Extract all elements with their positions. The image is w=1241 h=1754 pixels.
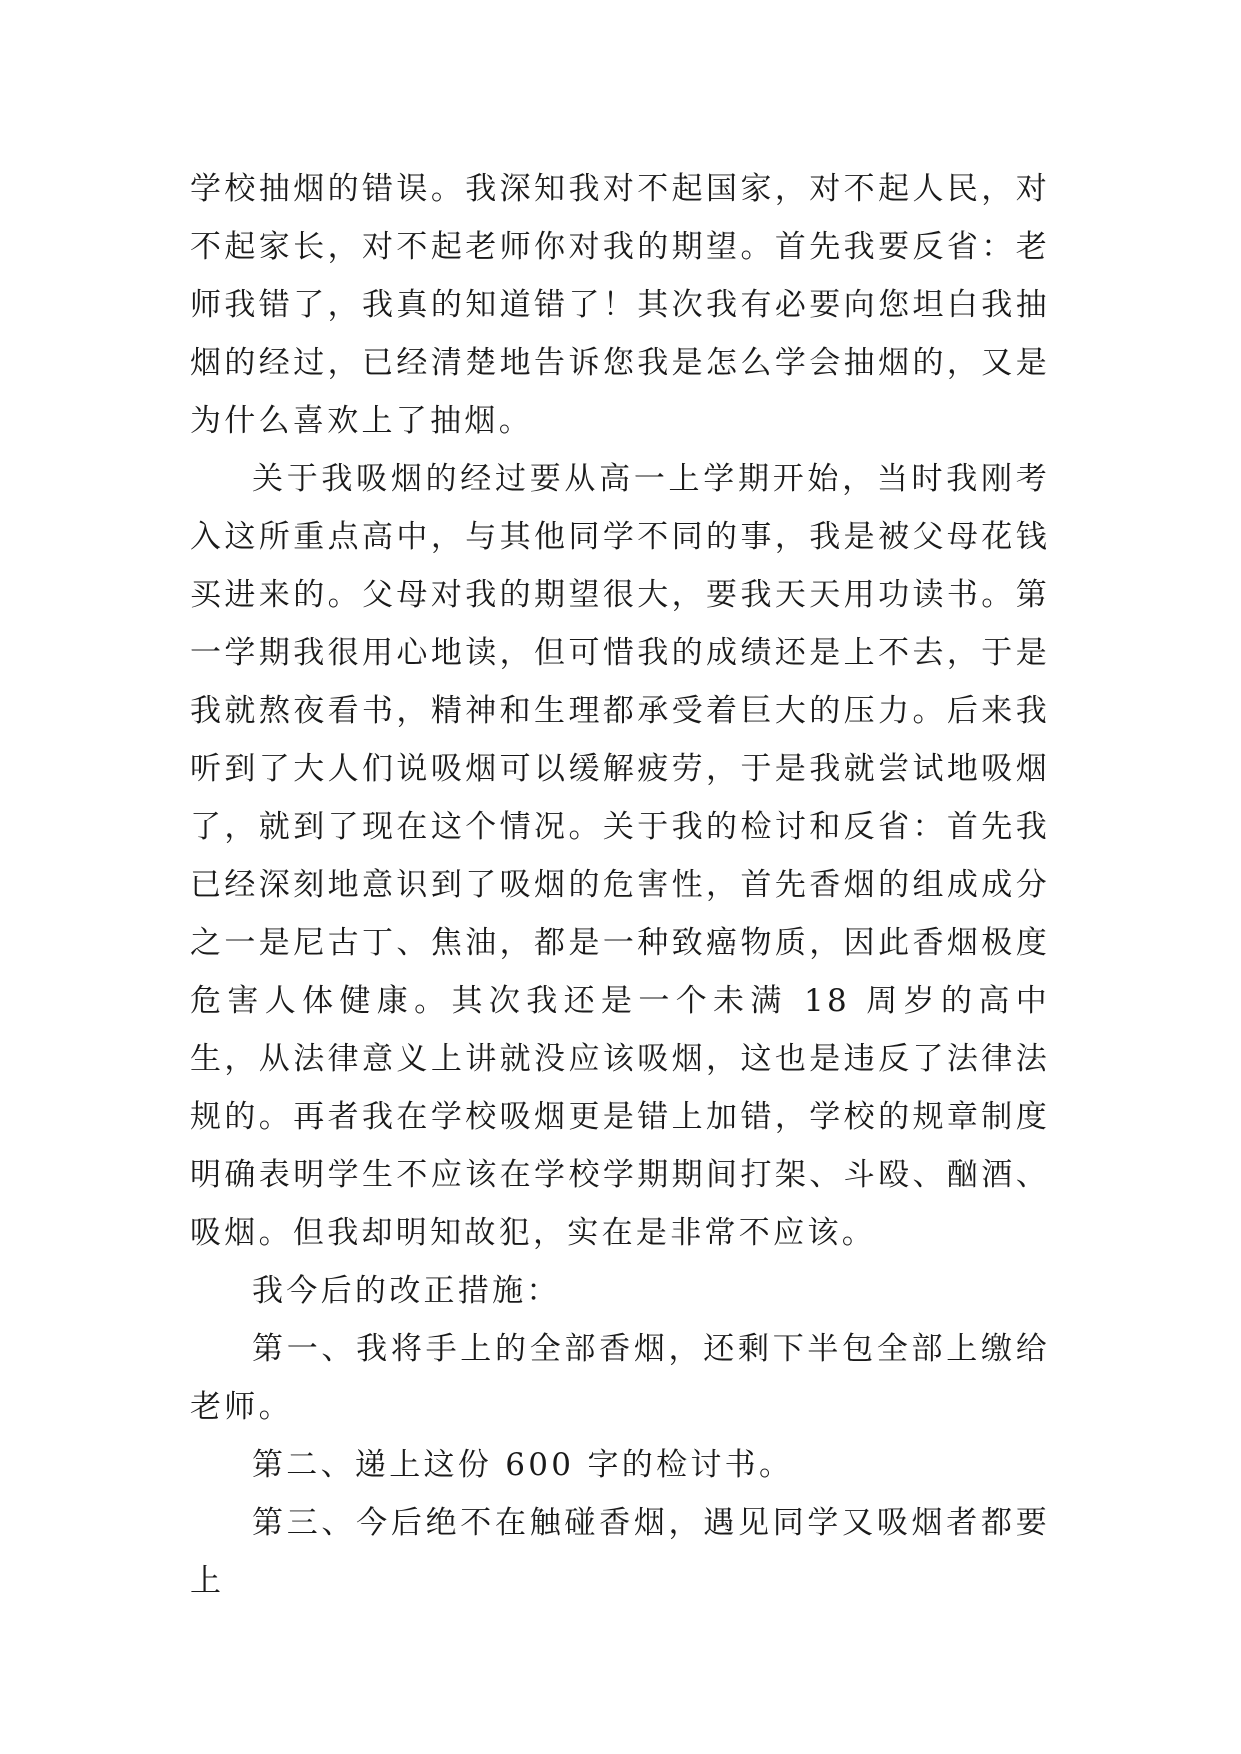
- paragraph-2: 关于我吸烟的经过要从高一上学期开始，当时我刚考入这所重点高中，与其他同学不同的事，我是被父母花钱买进来的。父母对我的期望很大，要我天天用功读书。第一学期我很用心地读，但可惜我的成绩还是上不去，于是我就熬夜看书，精神和生理都承受着巨大的压力。后来我听到了大人们说吸烟可以缓解疲劳，于是我就尝试地吸烟了，就到了现在这个情况。关于我的检讨和反省：首先我已经深刻地意识到了吸烟的危害性，首先香烟的组成成分之一是尼古丁、焦油，都是一种致癌物质，因此香烟极度危害人体健康。其次我还是一个未满 18 周岁的高中生，从法律意义上讲就没应该吸烟，这也是违反了法律法规的。再者我在学校吸烟更是错上加错，学校的规章制度明确表明学生不应该在学校学期期间打架、斗殴、酗酒、吸烟。但我却明知故犯，实在是非常不应该。: [190, 461, 1050, 1251]
- paragraph-1: 学校抽烟的错误。我深知我对不起国家，对不起人民，对不起家长，对不起老师你对我的期望。首先我要反省：老师我错了，我真的知道错了！其次我有必要向您坦白我抽烟的经过，已经清楚地告诉您我是怎么学会抽烟的，又是为什么喜欢上了抽烟。: [190, 171, 1050, 439]
- paragraph-3: 我今后的改正措施：: [252, 1273, 561, 1309]
- document-body: [190, 160, 1050, 1610]
- paragraph-4: 第一、我将手上的全部香烟，还剩下半包全部上缴给老师。: [190, 1331, 1050, 1425]
- paragraph-5: 第二、递上这份 600 字的检讨书。: [252, 1447, 794, 1483]
- paragraph-6: 第三、今后绝不在触碰香烟，遇见同学又吸烟者都要上: [190, 1505, 1050, 1599]
